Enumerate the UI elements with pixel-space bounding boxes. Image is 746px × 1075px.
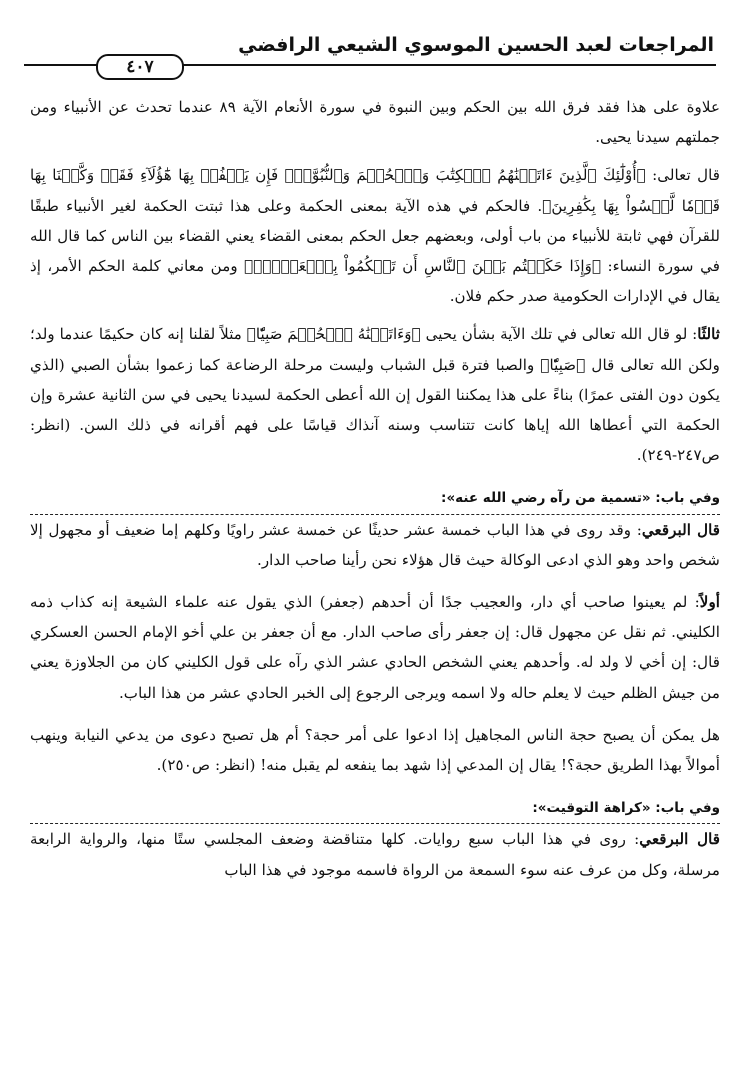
paragraph-lead: قال البرقعي — [639, 830, 721, 849]
paragraph-text: هل يمكن أن يصبح حجة الناس المجاهيل إذا ادعوا على أمر حجة؟ أم هل تصبح دعوى من يدعي النيابة وينهب أموالاً بهذا الطريق حجة؟! يقال إن المدعي إذا شهد بما ينفعه لم يقبل منه! (انظر: ص٢٥٠). — [30, 725, 720, 775]
paragraph — [30, 824, 720, 884]
paragraph-lead: قال البرقعي — [641, 520, 720, 539]
page-body — [30, 92, 720, 885]
page-number: ٤٠٧ — [96, 54, 184, 80]
paragraph-lead: أولاً — [699, 593, 720, 612]
section-heading — [30, 792, 720, 824]
paragraph — [30, 319, 720, 470]
paragraph-text: : لو قال الله تعالى في تلك الآية بشأن يحيى ﴿وَءَاتَيۡنَٰهُ ٱلۡحُكۡمَ صَبِيّٗا﴾ مثلاً لقلنا إنه كان حكيمًا عندما ولد؛ ولكن الله تعالى قال ﴿صَبِيّٗا﴾ والصبا فترة قبل الشباب وليست مرحلة الرضاعة كما زعموا بشأن الصبي (الذي يكون دون الفتى عمرًا) بناءً على هذا يمكننا القول إن الله أعطى الحكمة لسيدنا يحيى في سن الثانية عشرة وإن الحكمة التي أعطاها الله إياها كانت تتناسب وسنه آنذاك قياسًا على فهم أقرانه في ذلك السن. (انظر: ص٢٤٧-٢٤٩). — [30, 325, 720, 465]
paragraph-text: : لم يعينوا صاحب أي دار، والعجيب جدًا أن أحدهم (جعفر) الذي يقول عنه علماء الشيعة إنه كذاب ذمه الكليني. ثم نقل عن مجهول قال: إن جعفر رأى صاحب الدار. مع أن جعفر بن علي أخو الإمام الحسن العسكري قال: إن أخي لا ولد له. وأحدهم يعني الشخص الحادي عشر الذي رآه على قول الكليني كان من الجلاوزة يعني من جيش الظلم حيث لا يعلم حاله ولا اسمه ويرجى الرجوع إلى الخبر الحادي عشر من هذا الباب. — [30, 593, 720, 702]
paragraph — [30, 720, 720, 780]
paragraph-text: : وقد روى في هذا الباب خمسة عشر حديثًا عن خمسة عشر راويًا وكلهم إما ضعيف أو مجهول إلا شخص واحد وهو الذي ادعى الوكالة حيث قال هؤلاء نحن رأينا صاحب الدار. — [30, 520, 720, 569]
paragraph — [30, 514, 720, 575]
paragraph — [30, 160, 720, 311]
paragraph-text: علاوة على هذا فقد فرق الله بين الحكم وبين النبوة في سورة الأنعام الآية ٨٩ عندما تحدث عن الأنبياء ومن جملتهم سيدنا يحيى. — [30, 98, 721, 147]
paragraph-text: قال تعالى: ﴿أُوْلَٰٓئِكَ ٱلَّذِينَ ءَاتَيۡنَٰهُمُ ٱلۡكِتَٰبَ وَٱلۡحُكۡمَ وَٱلنُّبُوَّةَۚ فَإِن يَكۡفُرۡ بِهَا هَٰٓؤُلَآءِ فَقَدۡ وَكَّلۡنَا بِهَا قَوۡمٗا لَّيۡسُواْ بِهَا بِكَٰفِرِينَ﴾. فالحكم في هذه الآية بمعنى الحكمة وعلى هذا ثبتت الحكمة لغير الأنبياء طبقًا للقرآن فهي ثابتة للأنبياء من باب أولى، وبعضهم جعل الحكم بمعنى القضاء يعني القضاء بين الناس كما قال الله في سورة النساء: ﴿وَإِذَا حَكَمۡتُم بَيۡنَ ٱلنَّاسِ أَن تَحۡكُمُواْ بِٱلۡعَدۡلِۚ﴾ ومن معاني كلمة الحكم الأمر، إذ يقال في الإدارات الحكومية صدر حكم فلان. — [30, 166, 720, 306]
paragraph — [30, 587, 720, 708]
paragraph-text: : روى في هذا الباب سبع روايات. كلها متناقضة وضعف المجلسي ستًا منها، والرواية الرابعة مرسلة، وكل من عرف عنه سوء السمعة من الرواة فاسمه موجود في هذا الباب — [30, 830, 720, 879]
section-heading-text: وفي باب: «تسمية من رآه رضي الله عنه»: — [441, 490, 720, 507]
section-heading-text: وفي باب: «كراهة التوقيت»: — [532, 800, 720, 817]
running-header: المراجعات لعبد الحسين الموسوي الشيعي الرافضي — [238, 34, 714, 56]
paragraph-lead: ثالثًا — [697, 325, 720, 344]
section-heading — [30, 482, 720, 513]
paragraph — [30, 92, 720, 152]
